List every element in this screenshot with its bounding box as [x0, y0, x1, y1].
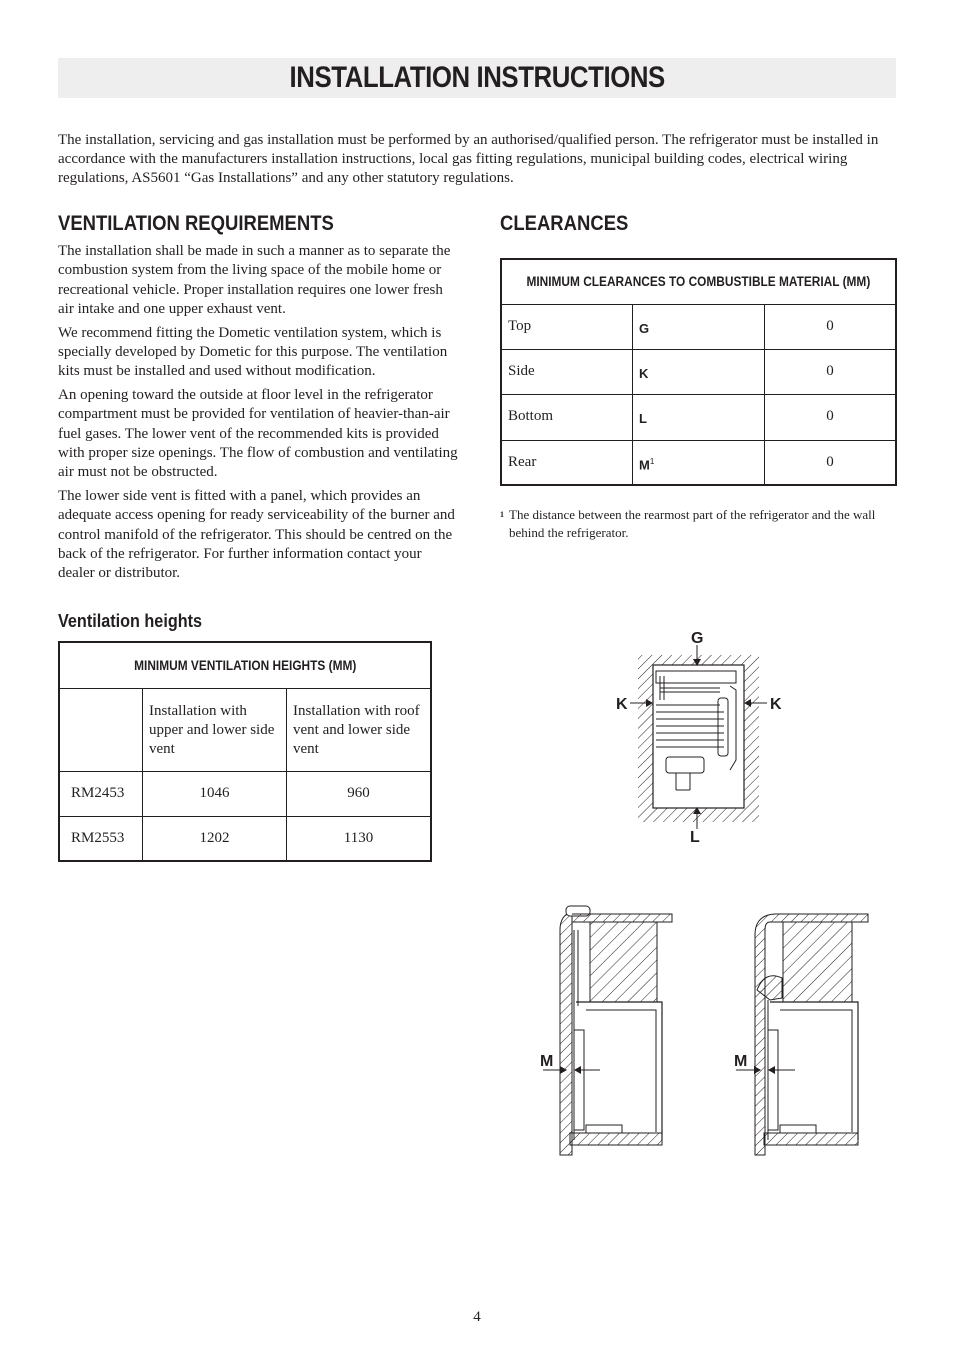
- side-view-roof-vent-diagram: [734, 914, 868, 1155]
- value-cell: 960: [287, 771, 432, 816]
- clearance-label: Rear: [501, 440, 633, 485]
- ventilation-heading: VENTILATION REQUIREMENTS: [58, 212, 334, 235]
- ventilation-text: [58, 242, 458, 588]
- side-view-side-vent-diagram: [540, 906, 672, 1155]
- value-cell: 1130: [287, 816, 432, 861]
- ventilation-heights-heading: Ventilation heights: [58, 611, 203, 631]
- clearance-code: $M^1$: [633, 440, 765, 485]
- clearance-label: Bottom: [501, 394, 633, 440]
- clearance-code: G: [633, 304, 765, 349]
- table-row: [501, 440, 896, 485]
- clearance-value: 0: [765, 349, 897, 394]
- clearances-table: [500, 258, 897, 486]
- clearance-label: Side: [501, 349, 633, 394]
- empty-header-cell: [59, 688, 143, 771]
- column-header-roof-lower: Installation with roof vent and lower side vent: [287, 688, 432, 771]
- model-cell: RM2553: [59, 816, 143, 861]
- title-bar: [58, 58, 896, 98]
- label-k-right: K: [770, 696, 782, 713]
- intro-paragraph: The installation, servicing and gas installation must be performed by an authorised/qualified person. The refrigerator must be installed in accordance with the manufacturers installation instructions, local gas fitting regulations, municipal building codes, electrical wiring regulations, AS5601 “Gas Installations” and any other statutory regulations.: [58, 132, 879, 186]
- ventilation-table-title: MINIMUM VENTILATION HEIGHTS (MM): [59, 642, 431, 688]
- table-row: [501, 349, 896, 394]
- footnote-mark: 1: [500, 510, 504, 519]
- front-view-diagram: [616, 630, 782, 846]
- clearance-value: 0: [765, 304, 897, 349]
- value-cell: 1046: [143, 771, 287, 816]
- table-row: [501, 304, 896, 349]
- ventilation-paragraph: An opening toward the outside at floor level in the refrigerator compartment must be provided for ventilation of heavier-than-air fuel gases. The lower vent of the recommended kits is provided with proper size openings. The flow of combustion and ventilating air must not be obstructed.: [58, 387, 458, 481]
- table-row: [59, 771, 431, 816]
- table-row: [59, 816, 431, 861]
- label-m-right: M: [734, 1053, 748, 1070]
- clearance-code: L: [633, 394, 765, 440]
- clearance-label: Top: [501, 304, 633, 349]
- column-header-upper-lower: Installation with upper and lower side vent: [143, 688, 287, 771]
- page-number: 4: [473, 1309, 481, 1325]
- table-row: [501, 394, 896, 440]
- ventilation-heights-table: [58, 641, 432, 862]
- label-k-left: K: [616, 696, 628, 713]
- clearances-table-title: MINIMUM CLEARANCES TO COMBUSTIBLE MATERIAL (MM): [501, 259, 896, 304]
- value-cell: 1202: [143, 816, 287, 861]
- clearances-heading: CLEARANCES: [500, 212, 629, 235]
- label-l: L: [690, 829, 700, 846]
- model-cell: RM2453: [59, 771, 143, 816]
- ventilation-paragraph: The installation shall be made in such a manner as to separate the combustion system from the living space of the mobile home or recreational vehicle. Proper installation requires one lower fresh air intake and one upper exhaust vent.: [58, 243, 451, 317]
- clearances-footnote: [500, 506, 896, 542]
- clearance-value: 0: [765, 394, 897, 440]
- clearance-value: 0: [765, 440, 897, 485]
- ventilation-paragraph: The lower side vent is fitted with a panel, which provides an adequate access opening for ready serviceability of the burner and control manifold of the refrigerator. This should be centred on the back of the refrigerator. For further information contact your dealer or distributor.: [58, 488, 455, 582]
- ventilation-paragraph: We recommend fitting the Dometic ventilation system, which is specially developed by Dometic for this purpose. The ventilation kits must be installed and used without modification.: [58, 324, 448, 380]
- label-g: G: [691, 630, 704, 647]
- clearance-code: K: [633, 349, 765, 394]
- footnote-text: The distance between the rearmost part of the refrigerator and the wall behind the refrigerator.: [509, 507, 876, 540]
- label-m-left: M: [540, 1053, 554, 1070]
- page-title: INSTALLATION INSTRUCTIONS: [289, 61, 665, 94]
